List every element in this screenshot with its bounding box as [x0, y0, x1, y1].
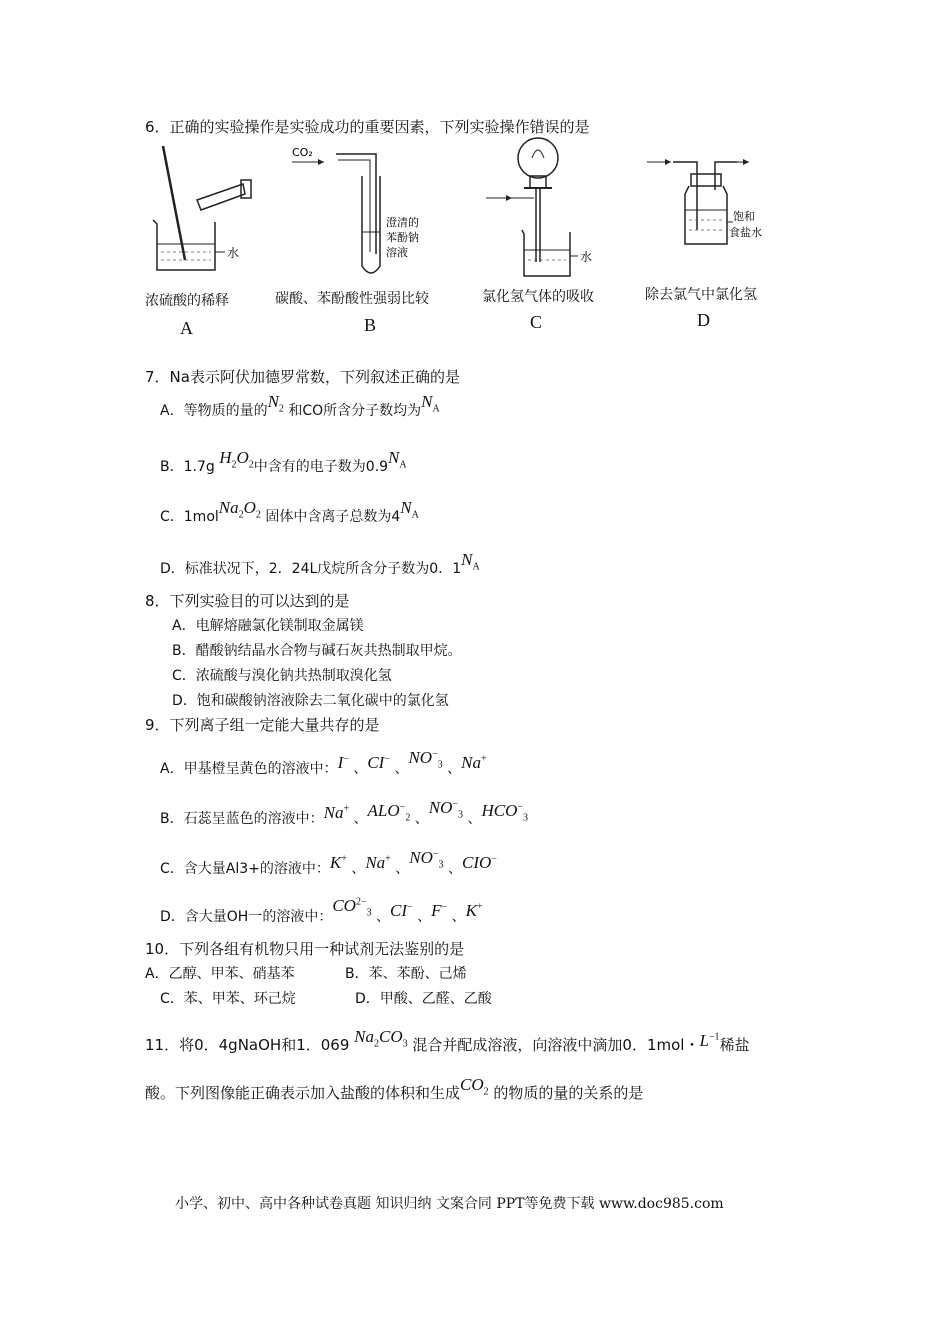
- label-water-a: 水: [227, 246, 240, 260]
- formula-na2o2: $Na_2O_2$: [218, 498, 261, 521]
- q6-stem: 6．正确的实验操作是实验成功的重要因素，下列实验操作错误的是: [145, 118, 590, 136]
- beaker: [153, 220, 215, 270]
- ion-potassium: K+: [465, 901, 483, 920]
- label-co2: CO₂: [292, 146, 313, 159]
- q11-line1: 11．将0．4gNaOH和1．069 $Na_2CO_3$ 混合并配成溶液，向溶液中滴加0．1mol・$L^{-1}$稀盐: [145, 1027, 750, 1054]
- figure-d-caption: 除去氯气中氯化氢: [645, 287, 757, 303]
- label-b3: 溶液: [386, 246, 408, 259]
- q8-option-c: C．浓硫酸与溴化钠共热制取溴化氢: [172, 668, 392, 684]
- q7-option-d: D．标准状况下，2．24L戊烷所含分子数为0．$1N_A$: [160, 550, 480, 577]
- q10-option-a: A．乙醇、甲苯、硝基苯: [145, 966, 295, 982]
- figure-a-caption: 浓硫酸的稀释: [145, 293, 229, 309]
- formula-na: $N_A$: [388, 448, 407, 471]
- q9-option-a: A．甲基橙呈黄色的溶液中：I− 、CI− 、$NO^-_3$ 、Na+: [160, 748, 487, 777]
- q7-option-c: C．$1molNa_2O_2$ 固体中含离子总数为$4N_A$: [160, 498, 419, 525]
- formula-na2co3: $Na_2CO_3$: [354, 1027, 408, 1050]
- beaker-c: [522, 230, 570, 276]
- label-water-c: 水: [580, 250, 593, 264]
- ion-sodium: Na+: [461, 753, 487, 772]
- q10-stem: 10．下列各组有机物只用一种试剂无法鉴别的是: [145, 940, 465, 958]
- formula-n2: $N_2$: [267, 392, 284, 415]
- q11-line2: 酸。下列图像能正确表示加入盐酸的体积和生成$CO_2$ 的物质的量的关系的是: [145, 1075, 644, 1102]
- formula-co2: $CO_2$: [460, 1075, 489, 1098]
- figure-b-acidity: [288, 140, 448, 290]
- q7-option-a: A．等物质的量的$N_2$ 和CO所含分子数均为$N_A$: [160, 392, 440, 419]
- q10-option-b: B．苯、苯酚、己烯: [345, 966, 467, 982]
- figure-b-caption: 碳酸、苯酚酸性强弱比较: [275, 291, 429, 307]
- ion-chloride: CI−: [367, 753, 390, 772]
- formula-na: $N_A$: [400, 498, 419, 521]
- figure-a-letter: A: [180, 318, 193, 338]
- ion-chloride: CI−: [390, 901, 413, 920]
- label-b2: 苯酚钠: [386, 231, 419, 244]
- formula-h2o2: $H_2O_2$: [219, 448, 254, 471]
- figure-c-letter: C: [530, 312, 543, 332]
- figure-c-hcl-absorption: [482, 136, 602, 286]
- formula-na: $N_A$: [461, 550, 480, 573]
- bottle: [685, 186, 727, 244]
- reagent-bottle: [197, 184, 245, 210]
- q7-stem: 7．Na表示阿伏加德罗常数，下列叙述正确的是: [145, 368, 460, 386]
- q8-option-a: A．电解熔融氯化镁制取金属镁: [172, 618, 364, 634]
- test-tube: [362, 176, 380, 273]
- ion-bicarbonate: $HCO^-_3$: [481, 801, 529, 824]
- ion-sodium: Na+: [323, 803, 350, 822]
- q9-option-c: C．含大量Al3+的溶液中：K+ 、Na+ 、$NO^-_3$ 、CIO−: [160, 848, 497, 877]
- figure-d-letter: D: [697, 310, 710, 330]
- ion-fluoride: F−: [431, 901, 448, 920]
- ion-nitrate: $NO^-_3$: [408, 748, 443, 771]
- formula-na: $N_A$: [421, 392, 440, 415]
- formula-l-inverse: $L^{-1}$: [699, 1031, 720, 1050]
- label-d1: 饱和: [733, 210, 755, 223]
- q8-option-b: B．醋酸钠结晶水合物与碱石灰共热制取甲烷。: [172, 643, 462, 659]
- q8-stem: 8．下列实验目的可以达到的是: [145, 592, 350, 610]
- q7-option-b: B．1.7g $H_2O_2$中含有的电子数为$0.9N_A$: [160, 448, 407, 475]
- figure-c-caption: 氯化氢气体的吸收: [482, 289, 594, 305]
- figure-d-washing-bottle: [645, 150, 785, 280]
- page-footer: 小学、初中、高中各种试卷真题 知识归纳 文案合同 PPT等免费下载 www.doc985.com: [175, 1196, 724, 1212]
- ion-hypochlorite: CIO−: [461, 853, 497, 872]
- label-b1: 澄清的: [386, 216, 419, 229]
- ion-sodium: Na+: [365, 853, 391, 872]
- q9-option-d: D．含大量OH一的溶液中：$CO^{2-}_3$ 、CI− 、F− 、K+: [160, 896, 483, 925]
- ion-nitrate: $NO^-_3$: [428, 798, 464, 821]
- label-d2: 食盐水: [729, 226, 762, 239]
- q9-stem: 9．下列离子组一定能大量共存的是: [145, 716, 380, 734]
- ion-potassium: K+: [329, 853, 347, 872]
- figure-a-dilution: [145, 140, 265, 300]
- figure-b-letter: B: [364, 315, 377, 335]
- ion-nitrate: $NO^-_3$: [409, 848, 444, 871]
- q10-option-c: C．苯、甲苯、环己烷: [160, 991, 296, 1007]
- glass-rod: [163, 146, 185, 260]
- ion-aluminate: $ALO^-_2$: [367, 801, 411, 824]
- q9-option-b: B．石蕊呈蓝色的溶液中：Na+ 、$ALO^-_2$ 、$NO^-_3$ 、$HCO^-_3$: [160, 798, 529, 827]
- q8-option-d: D．饱和碳酸钠溶液除去二氧化碳中的氯化氢: [172, 693, 449, 709]
- ion-carbonate: $CO^{2-}_3$: [332, 896, 372, 919]
- q10-option-d: D．甲酸、乙醛、乙酸: [355, 991, 492, 1007]
- flask: [518, 138, 558, 178]
- ion-iodide: I−: [337, 753, 349, 772]
